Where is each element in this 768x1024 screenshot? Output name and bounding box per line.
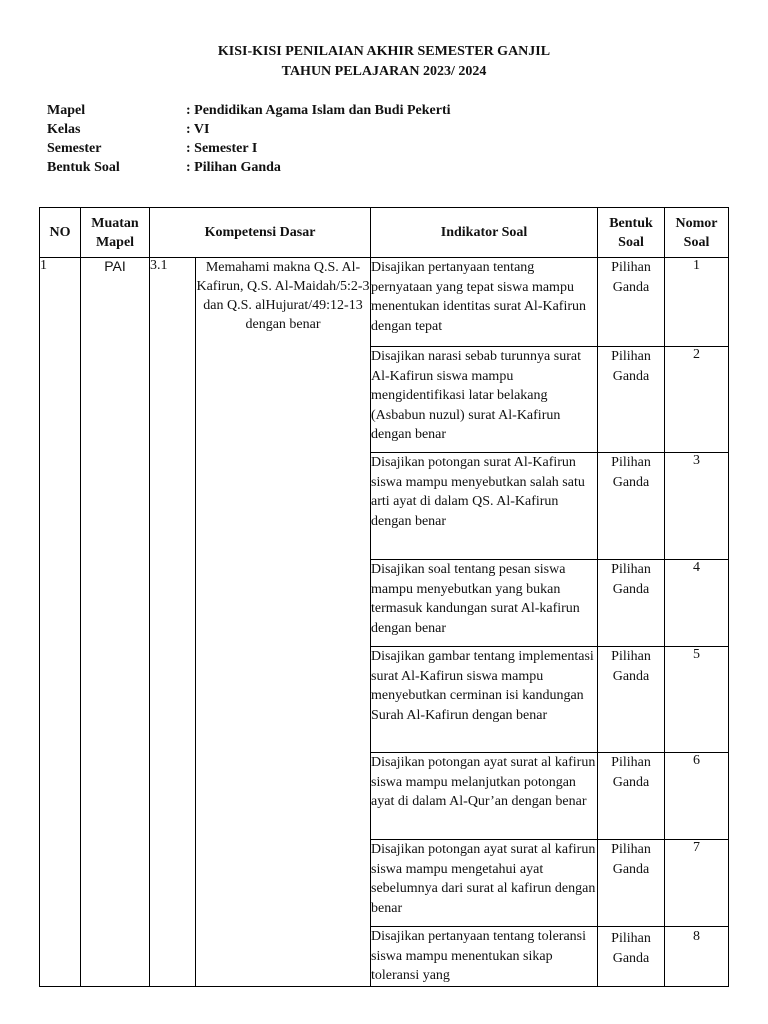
- cell-nomor: 5: [665, 647, 729, 753]
- cell-indikator: Disajikan gambar tentang implementasi surat Al-Kafirun siswa mampu menyebutkan cerminan isi kandungan Surah Al-Kafirun dengan benar: [371, 647, 598, 753]
- cell-indikator: Disajikan pertanyaan tentang toleransi siswa mampu menentukan sikap toleransi yang: [371, 927, 598, 987]
- meta-row-semester: [47, 139, 451, 158]
- document-title: KISI-KISI PENILAIAN AKHIR SEMESTER GANJIL: [217, 44, 551, 59]
- header-no: NO: [40, 208, 81, 258]
- cell-nomor: 4: [665, 560, 729, 647]
- cell-bentuk: Pilihan Ganda: [598, 840, 665, 927]
- cell-kd-text: Memahami makna Q.S. Al-Kafirun, Q.S. Al-Maidah/5:2-3 dan Q.S. alHujurat/49:12-13 dengan benar: [196, 258, 371, 987]
- meta-label: Kelas: [47, 122, 81, 137]
- header-indikator-soal: Indikator Soal: [371, 208, 598, 258]
- cell-bentuk: Pilihan Ganda: [598, 647, 665, 753]
- meta-row-bentuk-soal: [47, 158, 451, 177]
- cell-nomor: 2: [665, 347, 729, 453]
- cell-bentuk: Pilihan Ganda: [598, 560, 665, 647]
- cell-indikator: Disajikan pertanyaan tentang pernyataan yang tepat siswa mampu menentukan identitas surat Al-Kafirun dengan tepat: [371, 258, 598, 347]
- meta-label: Semester: [47, 141, 102, 156]
- header-muatan-mapel: Muatan Mapel: [81, 208, 150, 258]
- meta-value: : Pendidikan Agama Islam dan Budi Pekerti: [186, 103, 451, 118]
- cell-indikator: Disajikan potongan surat Al-Kafirun siswa mampu menyebutkan salah satu arti ayat di dalam QS. Al-Kafirun dengan benar: [371, 453, 598, 560]
- cell-bentuk: Pilihan Ganda: [598, 347, 665, 453]
- cell-bentuk: Pilihan Ganda: [598, 927, 665, 987]
- cell-muatan-mapel: PAI: [81, 258, 150, 987]
- meta-value: : Semester I: [186, 141, 258, 156]
- cell-bentuk: Pilihan Ganda: [598, 753, 665, 840]
- table-row: [40, 258, 729, 347]
- cell-nomor: 6: [665, 753, 729, 840]
- cell-kd-number: 3.1: [150, 258, 196, 987]
- header-kompetensi-dasar: Kompetensi Dasar: [150, 208, 371, 258]
- meta-info: [47, 101, 451, 177]
- cell-indikator: Disajikan soal tentang pesan siswa mampu menyebutkan yang bukan termasuk kandungan surat Al-kafirun dengan benar: [371, 560, 598, 647]
- meta-value: : VI: [186, 122, 210, 137]
- cell-nomor: 7: [665, 840, 729, 927]
- document-subtitle: TAHUN PELAJARAN 2023/ 2024: [281, 64, 487, 79]
- cell-indikator: Disajikan narasi sebab turunnya surat Al-Kafirun siswa mampu mengidentifikasi latar belakang (Asbabun nuzul) surat Al-Kafirun dengan benar: [371, 347, 598, 453]
- meta-label: Mapel: [47, 103, 86, 118]
- meta-value: : Pilihan Ganda: [186, 160, 281, 175]
- header-nomor-soal: Nomor Soal: [665, 208, 729, 258]
- cell-nomor: 8: [665, 927, 729, 987]
- cell-indikator: Disajikan potongan ayat surat al kafirun siswa mampu mengetahui ayat sebelumnya dari surat al kafirun dengan benar: [371, 840, 598, 927]
- kisi-kisi-table: [39, 207, 729, 987]
- cell-indikator: Disajikan potongan ayat surat al kafirun siswa mampu melanjutkan potongan ayat di dalam Al-Qur’an dengan benar: [371, 753, 598, 840]
- cell-no: 1: [40, 258, 81, 987]
- header-bentuk-soal: Bentuk Soal: [598, 208, 665, 258]
- cell-bentuk: Pilihan Ganda: [598, 453, 665, 560]
- meta-label: Bentuk Soal: [47, 160, 120, 175]
- table-header-row: [40, 208, 729, 258]
- meta-row-kelas: [47, 120, 451, 139]
- cell-nomor: 1: [665, 258, 729, 347]
- cell-bentuk: Pilihan Ganda: [598, 258, 665, 347]
- cell-nomor: 3: [665, 453, 729, 560]
- meta-row-mapel: [47, 101, 451, 120]
